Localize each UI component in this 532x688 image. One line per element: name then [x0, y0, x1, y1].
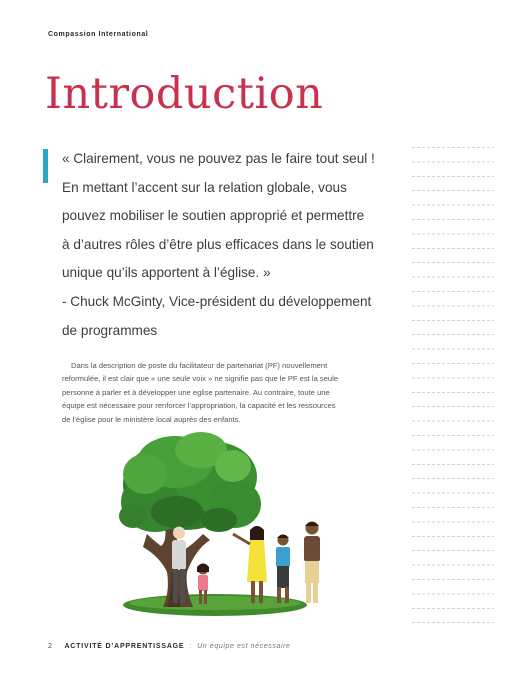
body-paragraph	[62, 359, 392, 426]
notes-ruled-lines	[412, 147, 494, 625]
quote-attribution: - Chuck McGinty, Vice-président du développement	[62, 293, 372, 309]
body-line: équipe est nécessaire pour renforcer l’appropriation, la capacité et les ressources	[62, 401, 336, 411]
page-footer	[48, 643, 291, 650]
person-boy-blue	[276, 535, 290, 604]
body-line: Dans la description de poste du facilitateur de partenariat (PF) nouvellement	[71, 361, 328, 370]
person-woman-yellow	[233, 526, 267, 603]
header-organization: Compassion International	[48, 31, 149, 38]
page-number: 2	[48, 643, 53, 650]
pull-quote	[62, 145, 392, 345]
tree-canopy	[119, 432, 261, 532]
page-title: Introduction	[45, 69, 324, 119]
body-line: reformulée, il est clair que « une seule voix » ne signifie pas que le PF est la seule	[62, 374, 339, 384]
quote-line: unique qu’ils apportent à l’église. »	[62, 265, 271, 281]
person-man-brown	[304, 522, 320, 604]
quote-line: En mettant l’accent sur la relation globale, vous	[62, 179, 347, 195]
quote-line: à d’autres rôles d’être plus efficaces dans le soutien	[62, 236, 374, 252]
footer-activity: ACTIVITÉ D’APPRENTISSAGE	[64, 643, 185, 650]
quote-line: « Clairement, vous ne pouvez pas le faire tout seul !	[62, 151, 375, 166]
body-line: de l’église pour le ministère local auprès des enfants.	[62, 414, 241, 424]
quote-line: pouvez mobiliser le soutien approprié et permettre	[62, 208, 365, 224]
footer-separator: :	[189, 643, 192, 650]
footer-subtitle: Un équipe est nécessaire	[197, 643, 291, 650]
body-line: personne à parler et à développer une eglise partenaire. Au contraire, toute une	[62, 387, 330, 397]
quote-accent-bar	[43, 149, 48, 183]
quote-attribution: de programmes	[62, 322, 158, 338]
tree-and-people-illustration	[115, 422, 365, 622]
